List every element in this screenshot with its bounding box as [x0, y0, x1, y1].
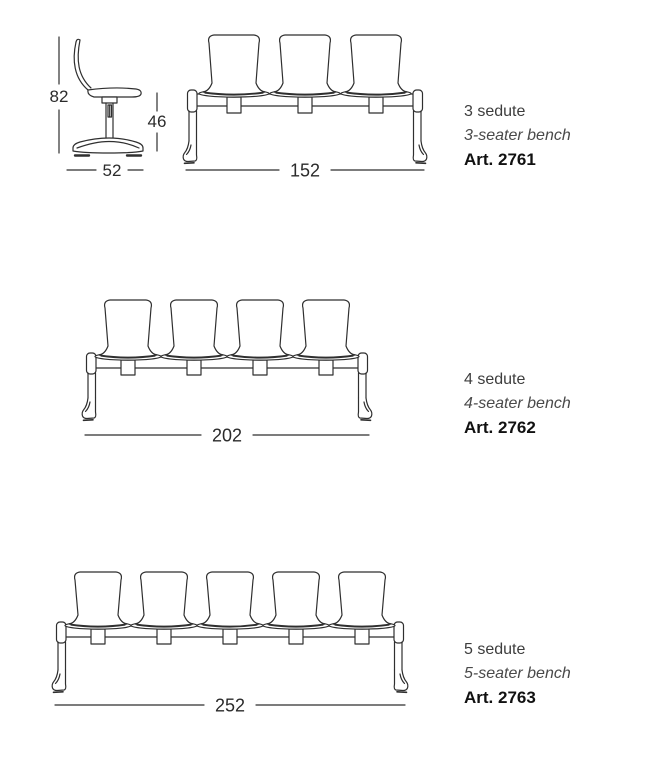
bench-foot	[82, 398, 96, 419]
bench-leg-right	[413, 90, 427, 163]
bench-width-dimension	[85, 426, 369, 446]
bench-figure-5-seater	[52, 566, 408, 714]
bench-leg-right	[394, 622, 408, 692]
dimension-width-52	[67, 161, 143, 180]
chair-base	[73, 138, 143, 156]
chair-side-view-figure	[24, 18, 176, 188]
product-name-en: 3-seater bench	[464, 127, 571, 144]
chair-column	[102, 97, 117, 140]
product-name-it: 4 sedute	[464, 371, 526, 388]
product-name-it: 5 sedute	[464, 641, 526, 658]
bench-width-dimension	[186, 161, 424, 181]
bench-figure-4-seater	[82, 294, 372, 444]
dimension-seat-height-46	[148, 93, 167, 151]
product-name-it: 3 sedute	[464, 103, 526, 120]
bench-foot	[413, 141, 427, 162]
bench-width-dimension-label: 252	[214, 695, 246, 716]
chair-backrest	[74, 39, 91, 90]
bench-drawing	[52, 566, 408, 714]
product-label-block-2761	[464, 99, 571, 172]
bench-leg-left	[183, 90, 197, 163]
bench-leg-right	[358, 353, 372, 420]
bench-foot	[394, 670, 408, 691]
chair-seat	[88, 88, 141, 97]
chair-side-view-drawing	[24, 18, 176, 188]
dimension-seat-height-label: 46	[147, 112, 167, 131]
dimension-height-label: 82	[49, 87, 69, 106]
bench-foot	[183, 141, 197, 162]
product-name-en: 4-seater bench	[464, 395, 571, 412]
article-number: Art. 2761	[464, 150, 536, 169]
bench-width-dimension-label: 202	[211, 425, 243, 446]
bench-figure-3-seater	[183, 27, 427, 179]
product-label-block-2762	[464, 367, 571, 440]
bench-foot	[358, 398, 372, 419]
article-number: Art. 2763	[464, 688, 536, 707]
product-label-block-2763	[464, 637, 571, 710]
dimension-width-label: 52	[102, 161, 122, 180]
bench-width-dimension	[55, 696, 405, 716]
article-number: Art. 2762	[464, 418, 536, 437]
product-name-en: 5-seater bench	[464, 665, 571, 682]
bench-drawing	[183, 27, 427, 179]
bench-drawing	[82, 294, 372, 444]
bench-foot	[52, 670, 66, 691]
bench-leg-left	[82, 353, 96, 420]
bench-width-dimension-label: 152	[289, 160, 321, 181]
bench-leg-left	[52, 622, 66, 692]
dimension-height-82	[50, 37, 69, 153]
